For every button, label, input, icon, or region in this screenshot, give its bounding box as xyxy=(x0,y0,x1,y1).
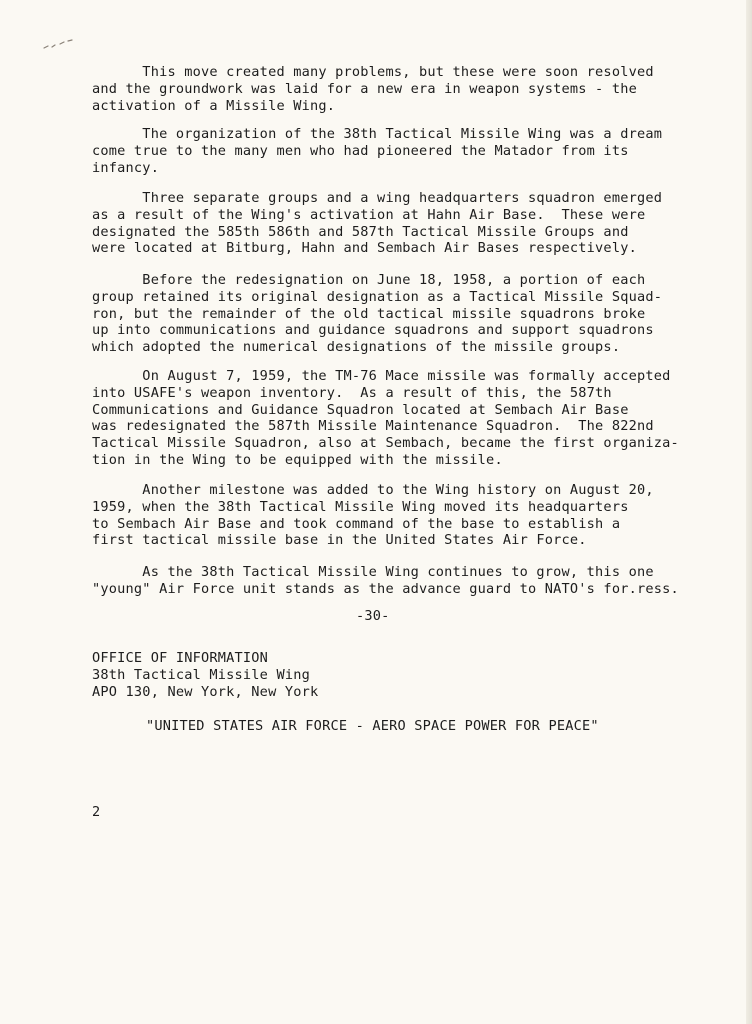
office-line-2: 38th Tactical Missile Wing xyxy=(92,667,310,683)
text-line: On August 7, 1959, the TM-76 Mace missile was formally accepted xyxy=(92,368,671,384)
office-line-3: APO 130, New York, New York xyxy=(92,684,319,700)
text-line: The organization of the 38th Tactical Missile Wing was a dream xyxy=(92,126,663,142)
text-line: Three separate groups and a wing headquarters squadron emerged xyxy=(92,190,663,206)
slogan: "UNITED STATES AIR FORCE - AERO SPACE POWER FOR PEACE" xyxy=(146,718,599,734)
end-mark: -30- xyxy=(356,608,390,624)
text-line: As the 38th Tactical Missile Wing continues to grow, this one xyxy=(92,564,654,580)
text-line: group retained its original designation as a Tactical Missile Squad- xyxy=(92,288,663,305)
text-line: to Sembach Air Base and took command of the base to establish a xyxy=(92,515,621,532)
text-line: first tactical missile base in the United States Air Force. xyxy=(92,532,587,549)
text-line: infancy. xyxy=(92,159,160,176)
pencil-mark xyxy=(42,38,82,52)
text-line: "young" Air Force unit stands as the advance guard to NATO's for.ress. xyxy=(92,580,679,597)
text-line: activation of a Missile Wing. xyxy=(92,97,336,114)
text-line: Communications and Guidance Squadron located at Sembach Air Base xyxy=(92,401,629,418)
text-line: designated the 585th 586th and 587th Tactical Missile Groups and xyxy=(92,223,629,240)
text-line: up into communications and guidance squadrons and support squadrons xyxy=(92,322,654,339)
text-line: and the groundwork was laid for a new era in weapon systems - the xyxy=(92,80,637,97)
text-line: This move created many problems, but these were soon resolved xyxy=(92,64,654,80)
paper-edge xyxy=(746,0,752,1024)
page-number: 2 xyxy=(92,804,101,820)
text-line: was redesignated the 587th Missile Maintenance Squadron. The 822nd xyxy=(92,418,654,435)
text-line: 1959, when the 38th Tactical Missile Wing moved its headquarters xyxy=(92,498,629,515)
text-line: as a result of the Wing's activation at Hahn Air Base. These were xyxy=(92,206,646,223)
text-line: Tactical Missile Squadron, also at Sembach, became the first organiza- xyxy=(92,435,679,452)
text-line: come true to the many men who had pioneered the Matador from its xyxy=(92,142,629,159)
text-line: which adopted the numerical designations of the missile groups. xyxy=(92,339,621,356)
text-line: into USAFE's weapon inventory. As a result of this, the 587th xyxy=(92,384,612,401)
text-line: Another milestone was added to the Wing history on August 20, xyxy=(92,482,654,498)
text-line: Before the redesignation on June 18, 1958, a portion of each xyxy=(92,272,646,288)
text-line: tion in the Wing to be equipped with the missile. xyxy=(92,452,503,468)
office-line-1: OFFICE OF INFORMATION xyxy=(92,650,269,666)
text-line: were located at Bitburg, Hahn and Sembach Air Bases respectively. xyxy=(92,240,637,257)
text-line: ron, but the remainder of the old tactical missile squadrons broke xyxy=(92,305,646,322)
